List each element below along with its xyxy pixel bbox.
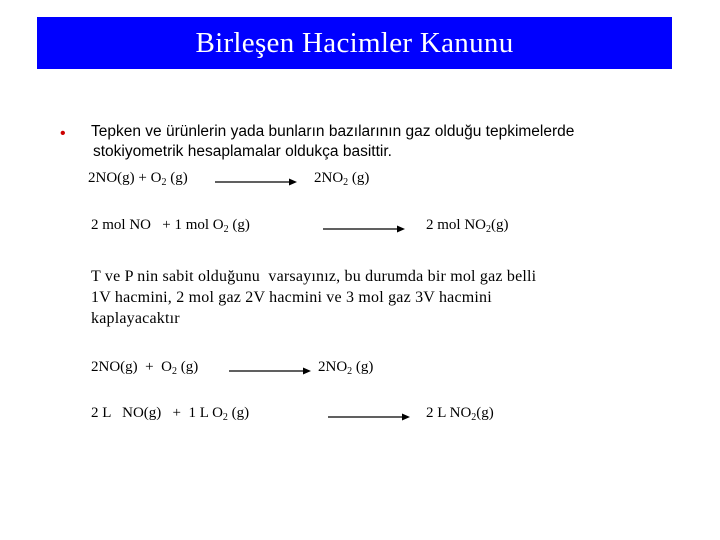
eq4-arrow-icon [328,412,410,422]
paragraph-line-1: T ve P nin sabit olduğunu varsayınız, bu durumda bir mol gaz belli [91,268,537,285]
eq1-products [314,170,369,188]
bullet-marker: • [60,125,66,142]
title-bar [37,17,672,69]
eq1-left-text: 2NO(g) + O [88,170,162,186]
eq3-right-subscript: 2 [347,366,353,377]
eq2-left-subscript: 2 [223,224,229,235]
eq4-right-state: (g) [476,405,494,421]
paragraph-line-3: kaplayacaktır [91,310,180,327]
eq2-left-text: 2 mol NO + 1 mol O [91,217,224,233]
bullet-text [91,122,691,162]
eq3-left-text: 2NO(g) + O [91,359,172,375]
eq1-right-state: (g) [348,170,370,186]
eq3-products [318,359,373,377]
eq4-left-subscript: 2 [222,412,228,423]
eq3-right-text: 2NO [318,359,348,375]
eq4-products [426,405,494,423]
eq4-left-state: (g) [227,405,250,421]
paragraph-line-2: 1V hacmini, 2 mol gaz 2V hacmini ve 3 mol gaz 3V hacmini [91,289,492,306]
eq4-reactants [91,405,249,423]
eq1-right-subscript: 2 [343,177,349,188]
page-title: Birleşen Hacimler Kanunu [195,26,514,59]
eq1-arrow-icon [215,177,297,187]
eq2-reactants [91,217,250,235]
eq2-products [426,217,509,235]
eq3-right-state: (g) [352,359,374,375]
eq4-left-text: 2 L NO(g) + 1 L O [91,405,223,421]
eq2-right-text: 2 mol NO [426,217,486,233]
bullet-line-2: stokiyometrik hesaplamalar oldukça basittir. [93,143,392,160]
eq1-reactants [88,170,188,188]
eq1-left-subscript: 2 [161,177,167,188]
eq2-right-subscript: 2 [486,224,491,235]
eq1-left-state: (g) [166,170,188,186]
eq3-left-state: (g) [176,359,199,375]
eq4-right-text: 2 L NO [426,405,472,421]
eq4-right-subscript: 2 [471,412,477,423]
eq2-arrow-icon [323,224,405,234]
eq3-arrow-icon [229,366,311,376]
paragraph [91,266,661,329]
eq3-left-subscript: 2 [171,366,177,377]
eq1-right-text: 2NO [314,170,344,186]
eq3-reactants [91,359,198,377]
eq2-left-state: (g) [228,217,250,233]
bullet-line-1: Tepken ve ürünlerin yada bunların bazılarının gaz olduğu tepkimelerde [91,123,575,140]
eq2-right-state: (g) [491,217,509,233]
